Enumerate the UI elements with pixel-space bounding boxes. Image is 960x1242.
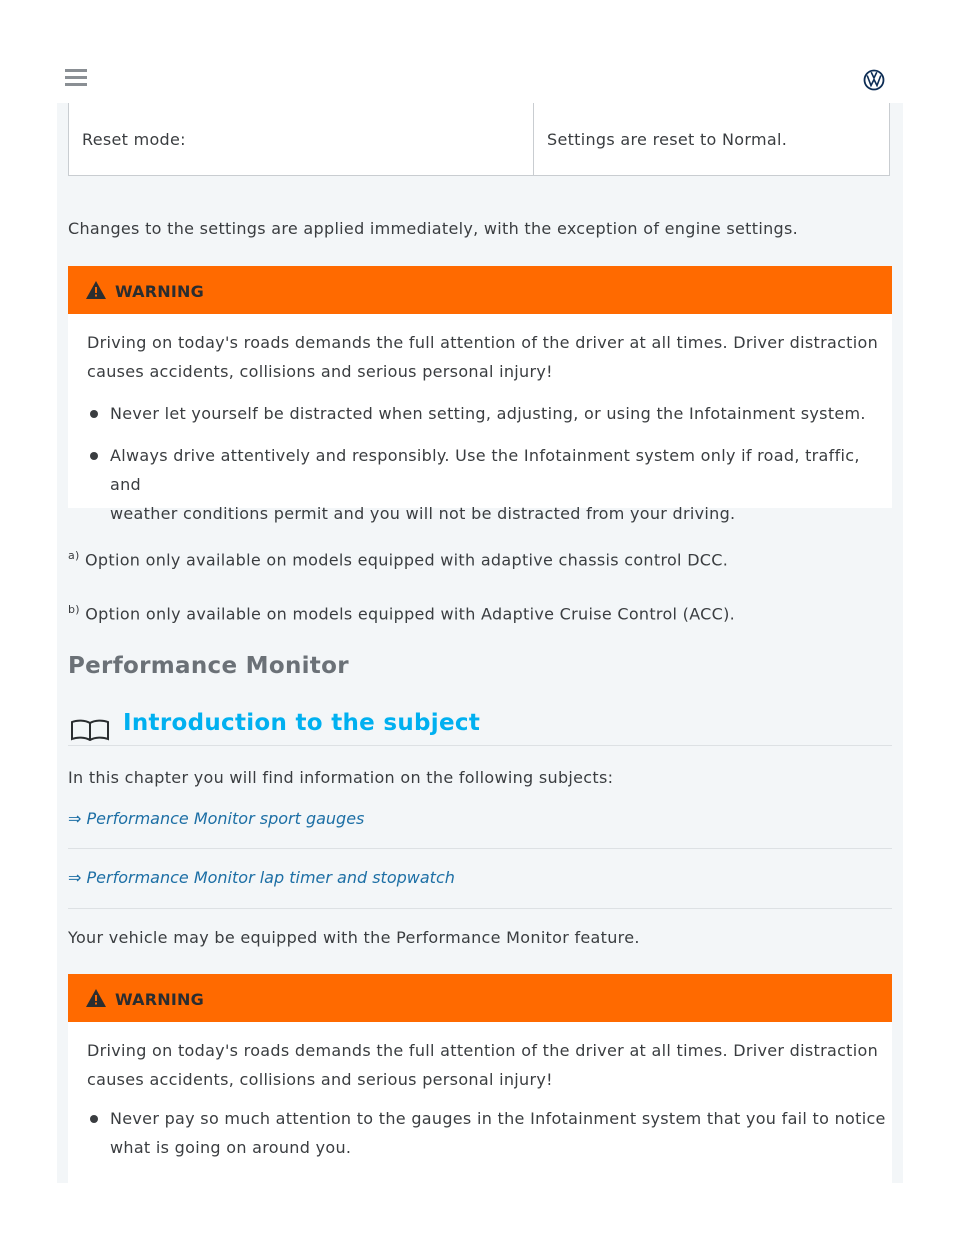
warning-bullet: Never pay so much attention to the gauges in the Infotainment system that you fail to notice what is going on around you. <box>87 1104 886 1162</box>
table-row-value: Settings are reset to Normal. <box>547 130 788 149</box>
warning-title: WARNING <box>115 990 204 1009</box>
equipped-text: Your vehicle may be equipped with the Performance Monitor feature. <box>68 928 640 947</box>
warning-triangle-icon <box>86 989 106 1007</box>
section-title: Performance Monitor <box>68 653 349 679</box>
divider <box>68 745 892 746</box>
link-sport-gauges[interactable]: ⇒ Performance Monitor sport gauges <box>68 809 365 828</box>
warning-bullet: Never let yourself be distracted when setting, adjusting, or using the Infotainment system. <box>87 399 892 428</box>
warning-text-line: Driving on today's roads demands the full attention of the driver at all times. Driver distraction <box>87 1041 879 1060</box>
vw-logo-icon[interactable] <box>863 69 885 91</box>
bullet-icon <box>90 410 98 418</box>
warning-text-line: causes accidents, collisions and serious personal injury! <box>87 362 553 381</box>
warning-triangle-icon <box>86 281 106 299</box>
bullet-icon <box>90 452 98 460</box>
warning-bullet: Always drive attentively and responsibly. Use the Infotainment system only if road, traffic, and weather conditions permit and you will not be distracted from your driving. <box>87 441 892 528</box>
warning-text-line: causes accidents, collisions and serious personal injury! <box>87 1070 553 1089</box>
subsection-title: Introduction to the subject <box>123 710 481 736</box>
warning-body <box>87 328 892 528</box>
changes-text: Changes to the settings are applied immediately, with the exception of engine settings. <box>68 219 798 238</box>
top-bar <box>0 0 960 103</box>
footnote-b: $^{b)}$ Option only available on models equipped with Adaptive Cruise Control (ACC). <box>68 603 736 624</box>
intro-text: In this chapter you will find information on the following subjects: <box>68 768 614 787</box>
divider <box>68 908 892 909</box>
warning-text-line: Driving on today's roads demands the full attention of the driver at all times. Driver distraction <box>87 333 879 352</box>
footnote-a: $^{a)}$ Option only available on models equipped with adaptive chassis control DCC. <box>68 549 729 570</box>
bullet-icon <box>90 1115 98 1123</box>
link-lap-timer[interactable]: ⇒ Performance Monitor lap timer and stopwatch <box>68 868 455 887</box>
settings-table <box>68 103 890 176</box>
warning-body <box>87 1036 886 1162</box>
warning-title: WARNING <box>115 282 204 301</box>
table-row-label: Reset mode: <box>82 130 186 149</box>
warning-header <box>68 974 892 1022</box>
divider <box>68 848 892 849</box>
warning-box-1 <box>68 266 892 523</box>
table-cell-label <box>69 103 534 175</box>
book-icon <box>70 719 110 741</box>
warning-box-2 <box>68 974 892 1183</box>
warning-header <box>68 266 892 314</box>
hamburger-icon[interactable] <box>65 69 87 87</box>
